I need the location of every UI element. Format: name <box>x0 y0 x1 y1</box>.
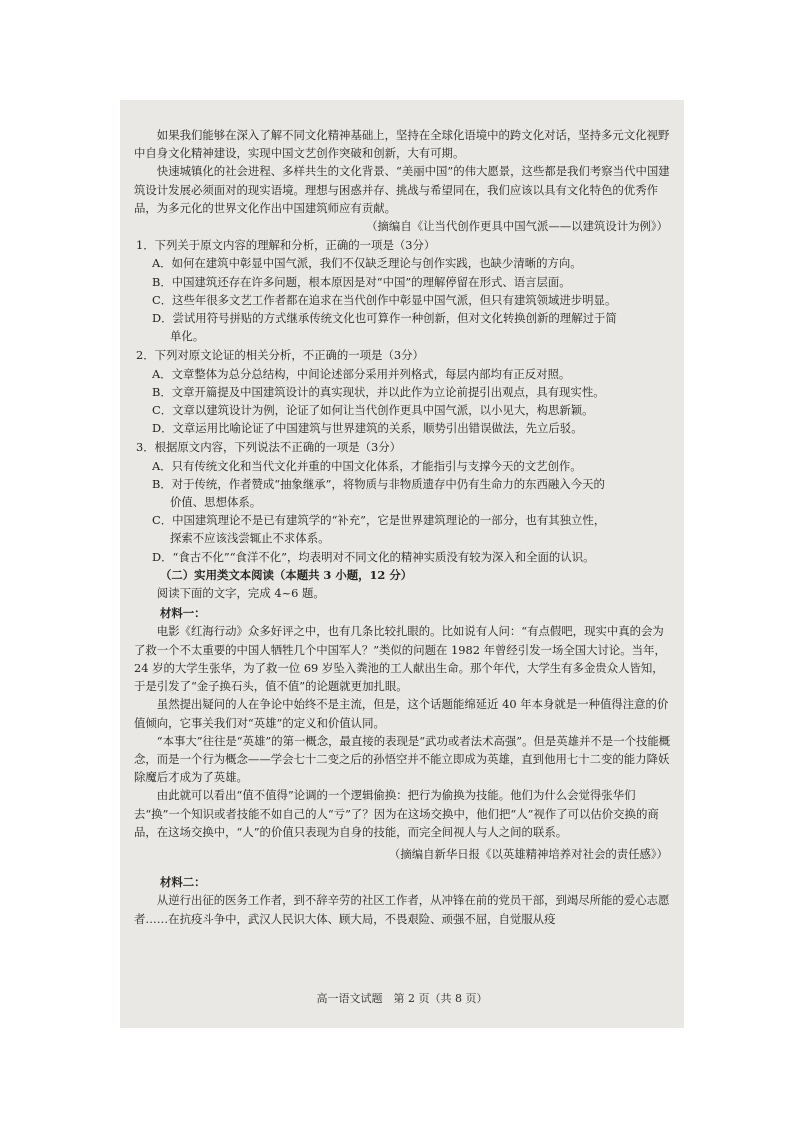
q1-option-b: B．中国建筑还存在许多问题，根本原因是对“中国”的理解停留在形式、语言层面。 <box>152 274 571 289</box>
passage-paragraph: 快速城镇化的社会进程、多样共生的文化背景、“美丽中国”的伟大愿景，这些都是我们考察当代中国建筑设计发展必须面对的现实语境。理想与困惑并存、挑战与希望同在，我们应该以具有文化特色的优秀作品，为多元化的世界文化作出中国建筑师应有贡献。 <box>134 164 670 215</box>
question-3-stem: 3．根据原文内容，下列说法不正确的一项是（3分） <box>136 440 402 455</box>
question-2-stem: 2．下列对原文论证的相关分析，不正确的一项是（3分） <box>136 348 424 363</box>
material-paragraph: 电影《红海行动》众多好评之中，也有几条比较扎眼的。比如说有人问：“有点假吧，现实中真的会为了救一个不太重要的中国人牺牲几个中国军人？”类似的问题在 1982 年曾经引发一场全国大讨论。当年，24 岁的大学生张华，为了救一位 69 岁坠入粪池的工人献出生命。那个年代，大学生有多金贵众人皆知，于是引发了“金子换石头，值不值”的论题就更加扎眼。 <box>134 624 666 694</box>
material-2-label: 材料二： <box>160 875 206 890</box>
q1-option-c: C．这些年很多文艺工作者都在追求在当代创作中彰显中国气派，但只有建筑领域进步明显。 <box>152 292 617 307</box>
q1-option-a: A．如何在建筑中彰显中国气派，我们不仅缺乏理论与创作实践，也缺少清晰的方向。 <box>152 256 582 271</box>
q1-option-d-cont: 单化。 <box>170 329 205 344</box>
material-paragraph: 虽然提出疑问的人在争论中始终不是主流，但是，这个话题能绵延近 40 年本身就是一种值得注意的价值倾向，它事关我们对“英雄”的定义和价值认同。 <box>134 697 669 730</box>
passage-paragraph: 如果我们能够在深入了解不同文化精神基础上，坚持在全球化语境中的跨文化对话，坚持多元文化视野中自身文化精神建设，实现中国文艺创作突破和创新，大有可期。 <box>134 128 670 161</box>
q2-option-d: D．文章运用比喻论证了中国建筑与世界建筑的关系，顺势引出错误做法，先立后驳。 <box>152 421 583 436</box>
q3-option-c-cont: 探索不应该浅尝辄止不求体系。 <box>170 531 330 546</box>
material-paragraph: 从逆行出征的医务工作者，到不辞辛劳的社区工作者，从冲锋在前的党员干部，到竭尽所能的爱心志愿者……在抗疫斗争中，武汉人民识大体、顾大局，不畏艰险、顽强不屈，自觉服从疫 <box>134 893 670 926</box>
material-paragraph: 由此就可以看出“值不值得”论调的一个逻辑偷换：把行为偷换为技能。他们为什么会觉得张华们去“换”一个知识或者技能不如自己的人“亏”了？因为在这场交换中，他们把“人”视作了可以估价交换的商品，在这场交换中，“人”的价值只表现为自身的技能，而完全间视人与人之间的联系。 <box>134 788 659 839</box>
q2-option-a: A．文章整体为总分总结构，中间论述部分采用并列格式，每层内部均有正反对照。 <box>152 366 571 381</box>
section-instruction: 阅读下面的文字，完成 4~6 题。 <box>156 586 325 601</box>
q3-option-a: A．只有传统文化和当代文化并重的中国文化体系，才能指引与支撑今天的文艺创作。 <box>152 458 582 473</box>
q3-option-b-cont: 价值、思想体系。 <box>170 495 262 510</box>
q3-option-b: B．对于传统，作者赞成“抽象继承”，将物质与非物质遗存中仍有生命力的东西融入今天的 <box>152 476 605 491</box>
material-paragraph: “本事大”往往是“英雄”的第一概念，最直接的表现是“武功或者法术高强”。但是英雄并不是一个技能概念，而是一个行为概念——学会七十二变之后的孙悟空并不能立即成为英雄，直到他用七十二变的能力降妖除魔后才成为了英雄。 <box>134 733 671 785</box>
material-1-source: （摘编自新华日报《以英雄精神培养对社会的责任感》） <box>388 846 668 861</box>
page-footer: 高一语文试题 第 2 页（共 8 页） <box>316 992 488 1005</box>
q3-option-d: D．“食古不化”“食洋不化”，均表明对不同文化的精神实质没有较为深入和全面的认识。 <box>152 549 595 564</box>
question-1-stem: 1．下列关于原文内容的理解和分析，正确的一项是（3分） <box>136 238 436 253</box>
passage-source: （摘编自《让当代创作更具中国气派——以建筑设计为例》） <box>366 219 668 234</box>
q2-option-b: B．文章开篇提及中国建筑设计的真实现状，并以此作为立论前提引出观点，具有现实性。 <box>152 384 605 399</box>
exam-page-photo <box>120 100 684 1028</box>
q3-option-c: C．中国建筑理论不是已有建筑学的“补充”，它是世界建筑理论的一部分，也有其独立性， <box>152 513 606 528</box>
section-heading: （二）实用类文本阅读（本题共 3 小题，12 分） <box>160 567 413 582</box>
material-1-label: 材料一： <box>160 606 206 621</box>
q2-option-c: C．文章以建筑设计为例，论证了如何让当代创作更具中国气派，以小见大，构思新颖。 <box>152 403 594 418</box>
exam-text <box>134 126 672 928</box>
q1-option-d: D．尝试用符号拼贴的方式继承传统文化也可算作一种创新，但对文化转换创新的理解过于简 <box>152 311 617 326</box>
